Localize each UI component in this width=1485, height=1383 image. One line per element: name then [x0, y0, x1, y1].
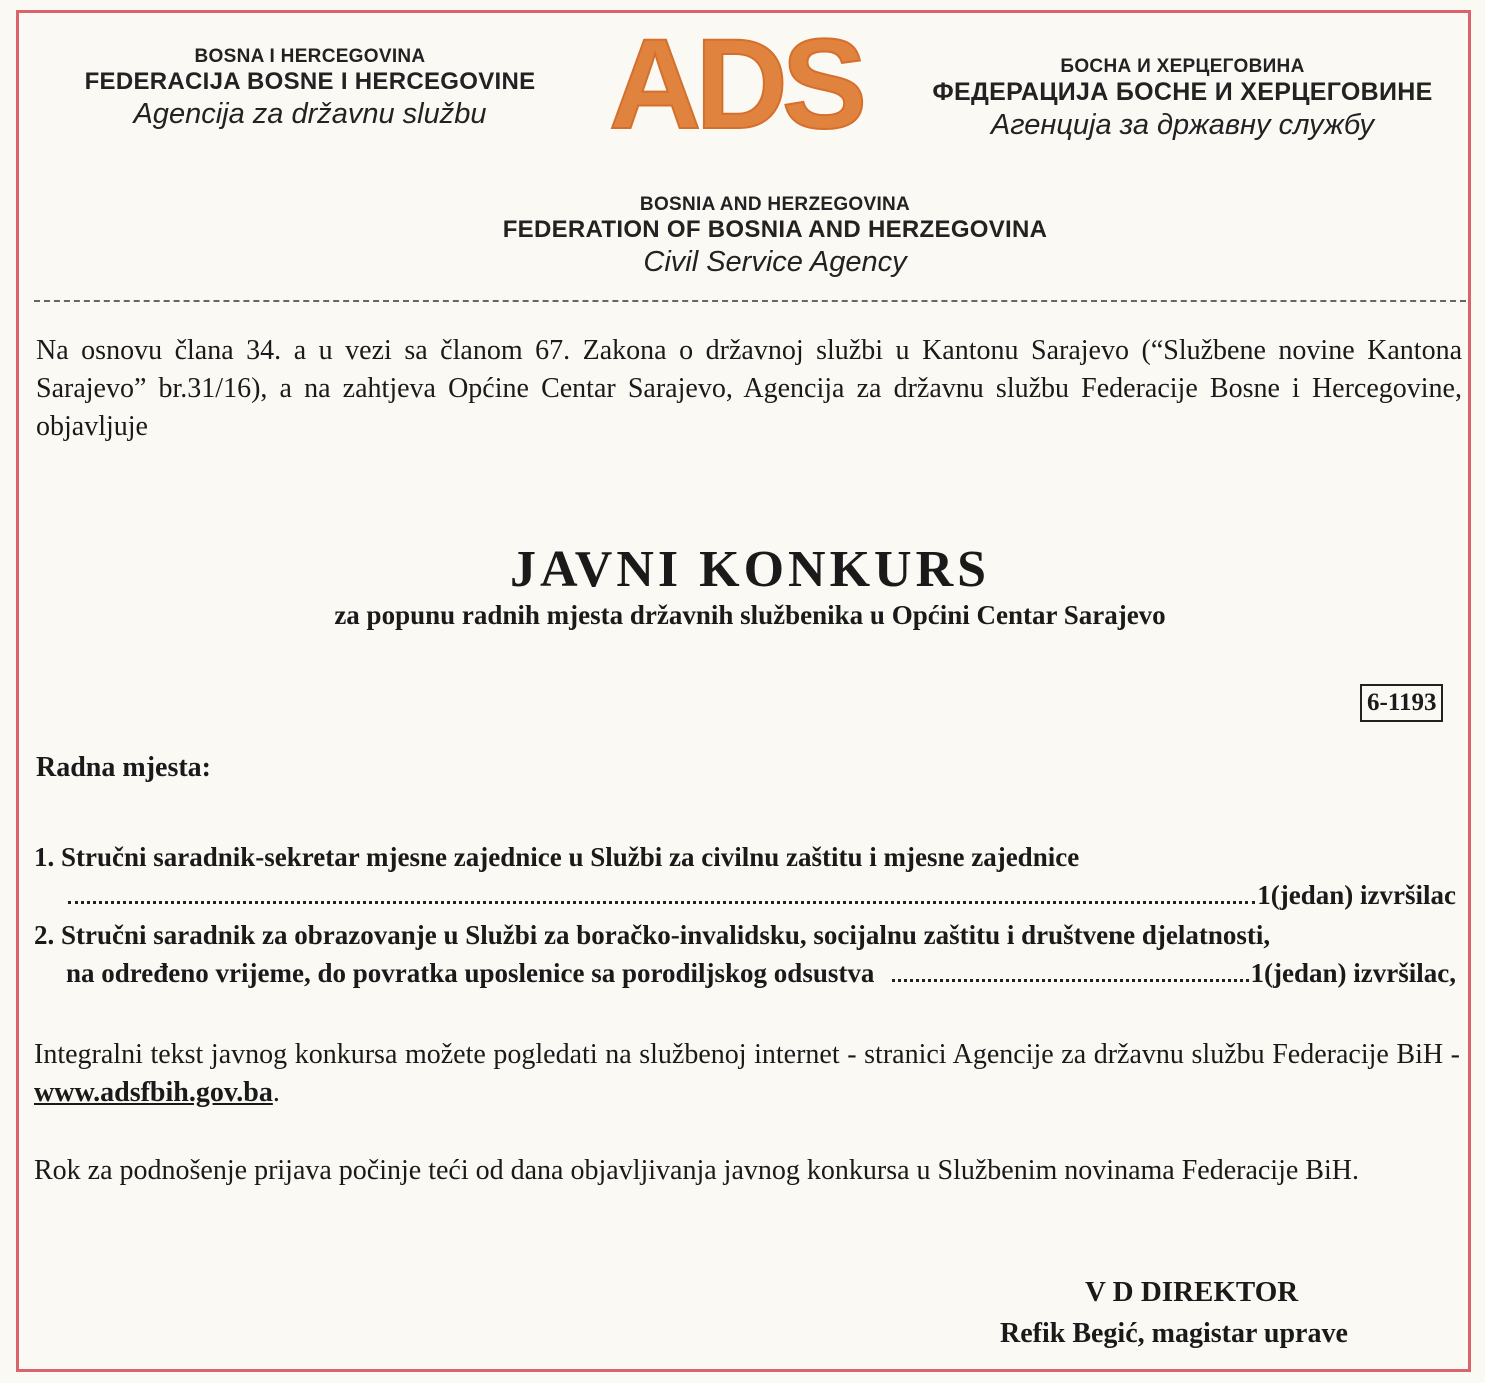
- header-english-agency: Civil Service Agency: [643, 246, 907, 278]
- header-bosnian-federation: FEDERACIJA BOSNE I HERCEGOVINE: [84, 68, 536, 95]
- header-cyrillic-federation: ФЕДЕРАЦИЈА БОСНЕ И ХЕРЦЕГОВИНЕ: [932, 78, 1433, 106]
- header-english-country: BOSNIA AND HERZEGOVINA: [639, 194, 911, 215]
- header-cyrillic: [895, 56, 1470, 142]
- document-title: JAVNI KONKURS: [509, 541, 991, 598]
- position-1-count: 1(jedan) izvršilac: [1257, 880, 1456, 910]
- reference-number: 6-1193: [1360, 684, 1443, 722]
- position-2-count-line: [66, 954, 1456, 992]
- header-bosnian-country: BOSNA I HERCEGOVINA: [194, 46, 426, 67]
- signature-title: V D DIREKTOR: [1085, 1276, 1299, 1308]
- header-cyrillic-agency: Агенција за државну службу: [990, 109, 1375, 141]
- signature-name: Refik Begić, magistar uprave: [1000, 1318, 1348, 1349]
- position-2-count: 1(jedan) izvršilac,: [1250, 958, 1456, 988]
- integral-text: Integralni tekst javnog konkursa možete pogledati na službenoj internet - stranici Agencije za državnu službu Federacije BiH -: [34, 1039, 1460, 1070]
- positions-heading: Radna mjesta:: [36, 752, 211, 783]
- header-bosnian: [40, 46, 580, 131]
- position-1-count-line: [66, 876, 1456, 914]
- position-1-title: 1. Stručni saradnik-sekretar mjesne zajednice u Službi za civilnu zaštitu i mjesne zajednice: [34, 842, 1080, 872]
- ads-logo: ADS: [608, 30, 862, 140]
- document-subtitle: za popunu radnih mjesta državnih službenika u Općini Centar Sarajevo: [334, 600, 1166, 630]
- header-english-federation: FEDERATION OF BOSNIA AND HERZEGOVINA: [502, 216, 1048, 243]
- dotted-leader: [68, 876, 1255, 904]
- header-divider: [34, 300, 1466, 302]
- deadline-paragraph: Rok za podnošenje prijava počinje teći od dana objavljivanja javnog konkursa u Službenim novinama Federacije BiH.: [34, 1155, 1359, 1186]
- header-english: [420, 194, 1130, 279]
- agency-website-link[interactable]: www.adsfbih.gov.ba: [34, 1077, 273, 1108]
- position-2-title: 2. Stručni saradnik za obrazovanje u Službi za boračko-invalidsku, socijalnu zaštitu i društvene djelatnosti,: [34, 920, 1271, 950]
- integral-text-paragraph: [34, 1036, 1460, 1112]
- position-2-detail: na određeno vrijeme, do povratka uposlenice sa porodiljskog odsustva: [66, 958, 875, 988]
- intro-paragraph: Na osnovu člana 34. a u vezi sa članom 67. Zakona o državnoj službi u Kantonu Sarajevo (“Službene novine Kantona Sarajevo” br.31/16), a na zahtjeva Općine Centar Sarajevo, Agencija za državnu službu Federacije Bosne i Hercegovine, objavljuje: [36, 335, 1462, 442]
- integral-text-end: .: [272, 1077, 280, 1108]
- dotted-leader: [892, 954, 1248, 982]
- header-cyrillic-country: БОСНА И ХЕРЦЕГОВИНА: [1060, 56, 1305, 77]
- header-bosnian-agency: Agencija za državnu službu: [133, 98, 487, 130]
